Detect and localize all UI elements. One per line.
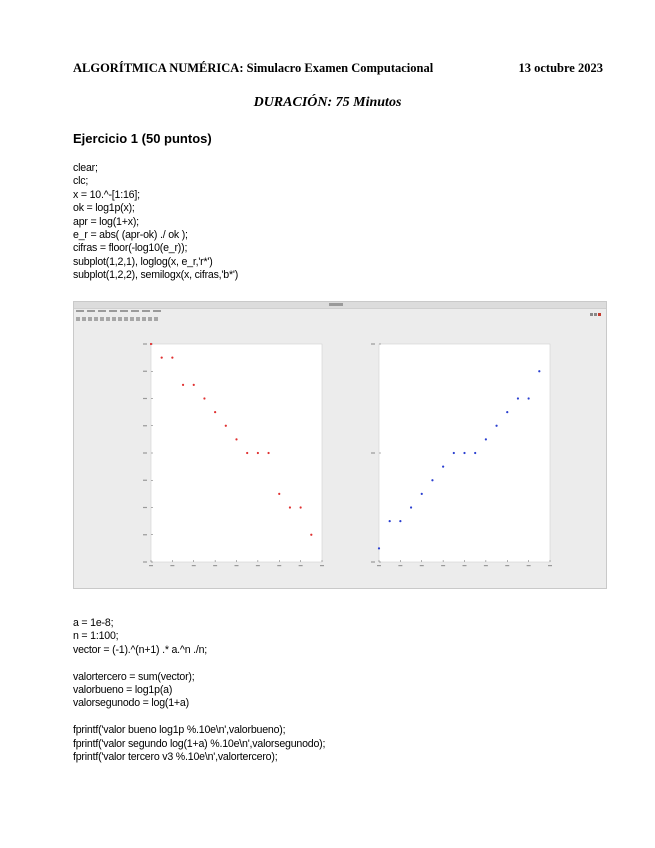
- data-point: [161, 357, 163, 359]
- code-line: fprintf('valor segundo log(1+a) %.10e\n',valorsegunodo);: [73, 737, 326, 750]
- data-point: [310, 534, 312, 536]
- data-point: [517, 397, 519, 399]
- x-tick-label: [320, 565, 324, 566]
- x-tick-label: [277, 565, 281, 566]
- code-line: fprintf('valor tercero v3 %.10e\n',valortercero);: [73, 751, 278, 764]
- data-point: [278, 493, 280, 495]
- data-point: [399, 520, 401, 522]
- code-line: a = 1e-8;: [73, 617, 114, 629]
- x-tick-label: [463, 565, 467, 566]
- code-line: [73, 657, 325, 670]
- x-tick-label: [192, 565, 196, 566]
- x-tick-label: [548, 565, 552, 566]
- exam-duration: DURACIÓN: 75 Minutos: [253, 95, 402, 110]
- data-point: [203, 397, 205, 399]
- x-tick-label: [441, 565, 445, 566]
- data-point: [431, 479, 433, 481]
- x-tick-label: [484, 565, 488, 566]
- code-line: vector = (-1).^(n+1) .* a.^n ./n;: [73, 643, 208, 656]
- code-line: valorsegunodo = log(1+a): [73, 697, 189, 710]
- subplots-canvas: [74, 302, 606, 588]
- data-point: [171, 357, 173, 359]
- data-point: [453, 452, 455, 454]
- data-point: [267, 452, 269, 454]
- data-point: [538, 370, 540, 372]
- code-line: n = 1:100;: [73, 630, 119, 643]
- data-point: [225, 425, 227, 427]
- y-tick-label: [371, 343, 375, 344]
- code-line: clear;: [73, 162, 98, 174]
- data-point: [289, 506, 291, 508]
- code-block-1: [73, 162, 238, 283]
- x-tick-label: [235, 565, 239, 566]
- data-point: [410, 506, 412, 508]
- x-tick-label: [170, 565, 174, 566]
- document-header: [73, 61, 603, 77]
- x-tick-label: [377, 565, 381, 566]
- x-tick-label: [213, 565, 217, 566]
- data-point: [474, 452, 476, 454]
- data-point: [421, 493, 423, 495]
- code-line: e_r = abs( (apr-ok) ./ ok );: [73, 229, 188, 242]
- axes-1: [151, 344, 322, 562]
- y-tick-label: [143, 534, 147, 535]
- exam-date: 13 octubre 2023: [518, 61, 603, 75]
- x-tick-label: [299, 565, 303, 566]
- exercise-title: Ejercicio 1 (50 puntos): [73, 131, 212, 146]
- data-point: [235, 438, 237, 440]
- x-tick-label: [256, 565, 260, 566]
- y-tick-label: [143, 425, 147, 426]
- data-point: [506, 411, 508, 413]
- x-tick-label: [398, 565, 402, 566]
- data-point: [150, 343, 152, 345]
- data-point: [214, 411, 216, 413]
- code-line: apr = log(1+x);: [73, 215, 139, 228]
- data-point: [389, 520, 391, 522]
- data-point: [463, 452, 465, 454]
- y-tick-label: [143, 343, 147, 344]
- x-tick-label: [505, 565, 509, 566]
- code-line: subplot(1,2,1), loglog(x, e_r,'r*'): [73, 255, 213, 268]
- x-tick-label: [149, 565, 153, 566]
- y-tick-label: [143, 371, 147, 372]
- x-tick-label: [420, 565, 424, 566]
- data-point: [246, 452, 248, 454]
- code-line: ok = log1p(x);: [73, 202, 135, 215]
- x-tick-label: [527, 565, 531, 566]
- code-line: x = 10.^-[1:16];: [73, 188, 140, 201]
- y-tick-label: [143, 452, 147, 453]
- code-block-2: [73, 617, 325, 764]
- y-tick-label: [143, 480, 147, 481]
- y-tick-label: [143, 561, 147, 562]
- y-tick-label: [371, 452, 375, 453]
- data-point: [193, 384, 195, 386]
- data-point: [495, 425, 497, 427]
- data-point: [378, 547, 380, 549]
- y-tick-label: [143, 398, 147, 399]
- code-line: subplot(1,2,2), semilogx(x, cifras,'b*'): [73, 269, 239, 282]
- data-point: [528, 397, 530, 399]
- course-title: ALGORÍTMICA NUMÉRICA: Simulacro Examen Computacional: [73, 61, 434, 75]
- code-line: valorbueno = log1p(a): [73, 684, 173, 697]
- data-point: [442, 466, 444, 468]
- code-line: clc;: [73, 175, 89, 188]
- data-point: [257, 452, 259, 454]
- y-tick-label: [371, 561, 375, 562]
- code-line: fprintf('valor bueno log1p %.10e\n',valorbueno);: [73, 724, 286, 737]
- code-line: valortercero = sum(vector);: [73, 670, 195, 683]
- data-point: [300, 506, 302, 508]
- y-tick-label: [143, 507, 147, 508]
- data-point: [182, 384, 184, 386]
- matlab-figure-window: [73, 301, 607, 589]
- code-line: cifras = floor(-log10(e_r));: [73, 242, 188, 255]
- code-line: [73, 711, 325, 724]
- data-point: [485, 438, 487, 440]
